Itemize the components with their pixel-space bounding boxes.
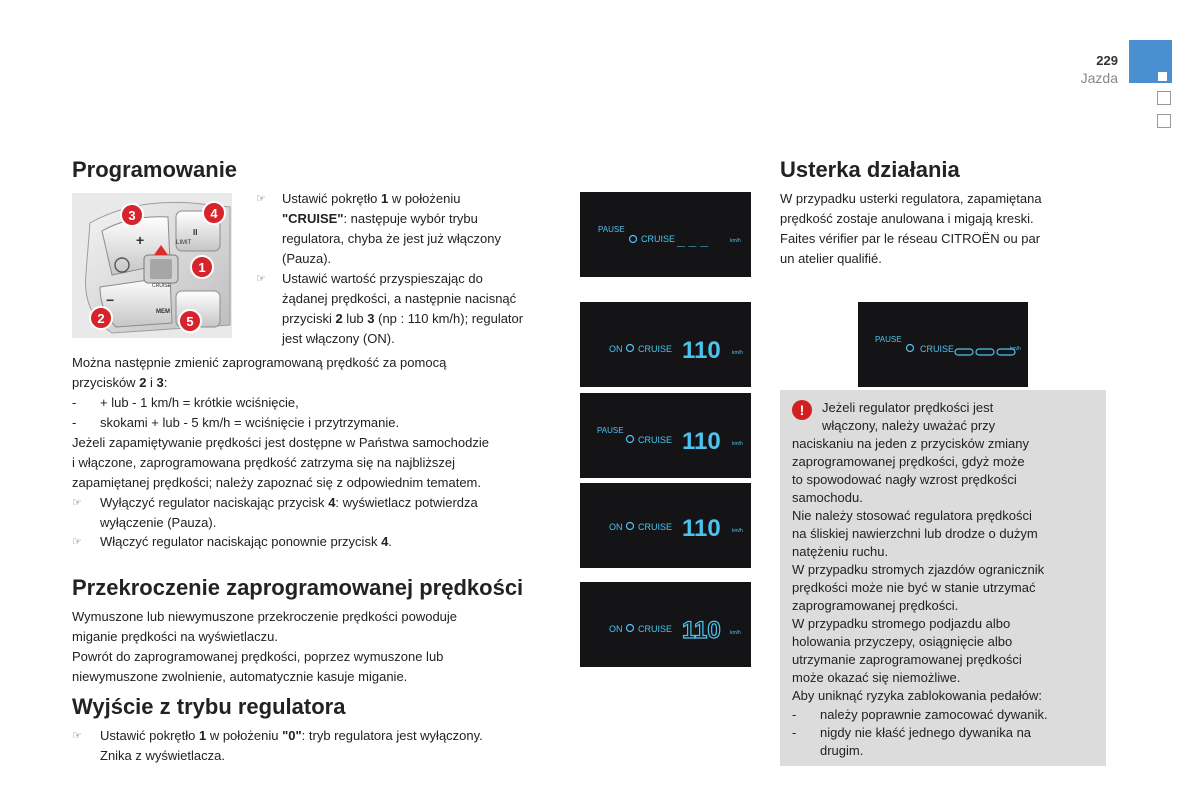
bullet1-line2: "CRUISE": następuje wybór trybu — [282, 211, 478, 226]
warning-dash1: należy poprawnie zamocować dywanik. — [820, 707, 1048, 722]
callout-4 — [203, 202, 225, 224]
display-unit: km/h — [1010, 346, 1021, 352]
warning-line: Nie należy stosować regulatora prędkości — [792, 508, 1032, 523]
display-mode: CRUISE — [638, 435, 673, 445]
section-title-overspeed: Przekroczenie zaprogramowanej prędkości — [72, 575, 524, 600]
warning-line: samochodu. — [792, 490, 863, 505]
warning-icon: ! — [792, 400, 812, 420]
bullet3-line1: Wyłączyć regulator naciskając przycisk 4: wyświetlacz potwierdza — [100, 495, 478, 510]
bullet-icon: ☞ — [256, 273, 266, 285]
dash-mark: - — [792, 725, 797, 740]
warning-dash2-cont: drugim. — [820, 743, 864, 758]
pause-label: II — [193, 228, 198, 237]
bullet-icon: ☞ — [256, 193, 266, 205]
cruise-icon — [630, 236, 637, 243]
warning-line: natężeniu ruchu. — [792, 544, 889, 559]
warning-line: W przypadku stromych zjazdów ogranicznik — [792, 562, 1045, 577]
warning-line: włączony, należy uważać przy — [822, 418, 996, 433]
display-speed: _ _ _ — [677, 232, 709, 248]
dash-mark: - — [72, 415, 77, 430]
bullet1-line1: Ustawić pokrętło 1 w położeniu — [282, 191, 461, 206]
display-on-110 — [580, 302, 751, 387]
plus-label: + — [136, 232, 145, 248]
display-fault — [858, 302, 1028, 387]
bullet1-line4: (Pauza). — [282, 251, 332, 266]
display-on-110 — [580, 483, 751, 568]
warning-line: holowania przyczepy, osiągnięcie albo — [792, 634, 1013, 649]
warning-line: na śliskiej nawierzchni lub drodze o dużym — [792, 526, 1038, 541]
bullet1-line3: regulatora, chyba że jest już włączony — [282, 231, 501, 246]
section-tab-empty — [1157, 91, 1171, 105]
callout-5 — [179, 310, 201, 332]
cruise-switch-illustration — [72, 193, 232, 338]
display-mode: CRUISE — [920, 344, 955, 354]
warning-dash2: nigdy nie kłaść jednego dywanika na — [820, 725, 1032, 740]
overspeed-line3: Powrót do zaprogramowanej prędkości, poprzez wymuszone lub — [72, 649, 444, 664]
display-pause-110 — [580, 393, 751, 478]
display-on-110-blinking — [580, 582, 751, 667]
display-mode: CRUISE — [638, 522, 673, 532]
overspeed-line1: Wymuszone lub niewymuszone przekroczenie prędkości powoduje — [72, 609, 458, 624]
display-pause-dashes — [580, 192, 751, 277]
svg-text:4: 4 — [210, 206, 218, 221]
display-unit: km/h — [730, 630, 741, 636]
fault-line1: W przypadku usterki regulatora, zapamiętana — [780, 191, 1042, 206]
display-speed: 110 — [682, 515, 721, 542]
bullet2-line4: jest włączony (ON). — [282, 331, 395, 346]
dash-segment — [976, 349, 994, 355]
display-status: PAUSE — [598, 225, 625, 234]
exit-line1: Ustawić pokrętło 1 w położeniu "0": tryb regulatora jest wyłączony. — [100, 728, 483, 743]
callout-1 — [191, 256, 213, 278]
dash2-text: skokami + lub - 5 km/h = wciśnięcie i przytrzymanie. — [100, 415, 400, 430]
section-title-exit: Wyjście z trybu regulatora — [72, 694, 346, 719]
bullet2-line2: żądanej prędkości, a następnie nacisnąć — [282, 291, 517, 306]
warning-line: Jeżeli regulator prędkości jest — [822, 400, 994, 415]
warning-line: naciskaniu na jeden z przycisków zmiany — [792, 436, 1029, 451]
warning-line: W przypadku stromego podjazdu albo — [792, 616, 1011, 631]
dash-segment — [955, 349, 973, 355]
cruise-icon — [627, 345, 634, 352]
warning-line: zaprogramowanej prędkości, gdyż może — [792, 454, 1025, 469]
fault-line2: prędkość zostaje anulowana i migają kreski. — [780, 211, 1034, 226]
overspeed-line2: miganie prędkości na wyświetlaczu. — [72, 629, 278, 644]
para2-line1: Jeżeli zapamiętywanie prędkości jest dostępne w Państwa samochodzie — [72, 435, 489, 450]
section-name: Jazda — [1080, 70, 1118, 86]
cruise-icon — [627, 523, 634, 530]
bullet-icon: ☞ — [72, 536, 82, 548]
section-tab-empty — [1157, 114, 1171, 128]
warning-line: Aby uniknąć ryzyka zablokowania pedałów: — [792, 688, 1043, 703]
dash-mark: - — [792, 707, 797, 722]
display-status: ON — [609, 624, 623, 634]
bullet-icon: ☞ — [72, 497, 82, 509]
warning-line: to spowodować nagły wzrost prędkości — [792, 472, 1017, 487]
display-mode: CRUISE — [638, 344, 673, 354]
exit-line2: Znika z wyświetlacza. — [100, 748, 225, 763]
bullet4-line1: Włączyć regulator naciskając ponownie przycisk 4. — [100, 534, 392, 549]
section-title-fault: Usterka działania — [780, 157, 960, 182]
fault-line3: Faites vérifier par le réseau CITROËN ou par — [780, 231, 1041, 246]
bullet-icon: ☞ — [72, 730, 82, 742]
mem-label: MEM — [156, 309, 170, 315]
section-title-programming: Programowanie — [72, 157, 238, 182]
display-speed: 110 — [682, 428, 721, 455]
para1-line1: Można następnie zmienić zaprogramowaną prędkość za pomocą — [72, 355, 447, 370]
display-unit: km/h — [730, 238, 741, 244]
fault-line4: un atelier qualifié. — [780, 251, 882, 266]
warning-line: prędkości może nie być w stanie utrzymać — [792, 580, 1036, 595]
display-unit: km/h — [732, 528, 743, 534]
dash-mark: - — [72, 395, 77, 410]
svg-text:2: 2 — [97, 311, 105, 326]
cruise-icon — [627, 625, 634, 632]
callout-2 — [90, 307, 112, 329]
limit-label: LIMIT — [176, 240, 192, 246]
warning-line: zaprogramowanej prędkości. — [792, 598, 959, 613]
display-speed: 110 — [682, 337, 721, 364]
display-unit: km/h — [732, 441, 743, 447]
minus-label: − — [106, 292, 115, 308]
bullet3-line2: wyłączenie (Pauza). — [100, 515, 217, 530]
para2-line2: i włączone, zaprogramowana prędkość zatrzyma się na najbliższej — [72, 455, 455, 470]
cruise-icon — [627, 436, 634, 443]
svg-text:1: 1 — [198, 260, 206, 275]
para2-line3: zapamiętanej prędkości; należy zapoznać się z odpowiednim tematem. — [72, 475, 481, 490]
bullet2-line3: przyciski 2 lub 3 (np : 110 km/h); regulator — [282, 311, 524, 326]
page-number: 229 — [1096, 53, 1118, 68]
display-speed: 110 — [682, 617, 721, 644]
svg-text:5: 5 — [186, 314, 194, 329]
display-unit: km/h — [732, 350, 743, 356]
display-status: PAUSE — [597, 426, 624, 435]
svg-text:3: 3 — [128, 208, 136, 223]
display-status: ON — [609, 344, 623, 354]
dash1-text: + lub - 1 km/h = krótkie wciśnięcie, — [100, 395, 299, 410]
callout-3 — [121, 204, 143, 226]
cruise-icon — [907, 345, 914, 352]
para1-line2: przycisków 2 i 3: — [72, 375, 168, 390]
display-status: ON — [609, 522, 623, 532]
warning-line: utrzymanie zaprogramowanej prędkości — [792, 652, 1022, 667]
display-status: PAUSE — [875, 335, 902, 344]
overspeed-line4: niewymuszone zwolnienie, automatycznie kasuje miganie. — [72, 669, 408, 684]
cruise-label: CRUISE — [152, 283, 171, 289]
warning-line: może okazać się niemożliwe. — [792, 670, 961, 685]
section-tab-indicator — [1158, 72, 1167, 81]
display-mode: CRUISE — [641, 234, 676, 244]
display-mode: CRUISE — [638, 624, 673, 634]
bullet2-line1: Ustawić wartość przyspieszając do — [282, 271, 483, 286]
